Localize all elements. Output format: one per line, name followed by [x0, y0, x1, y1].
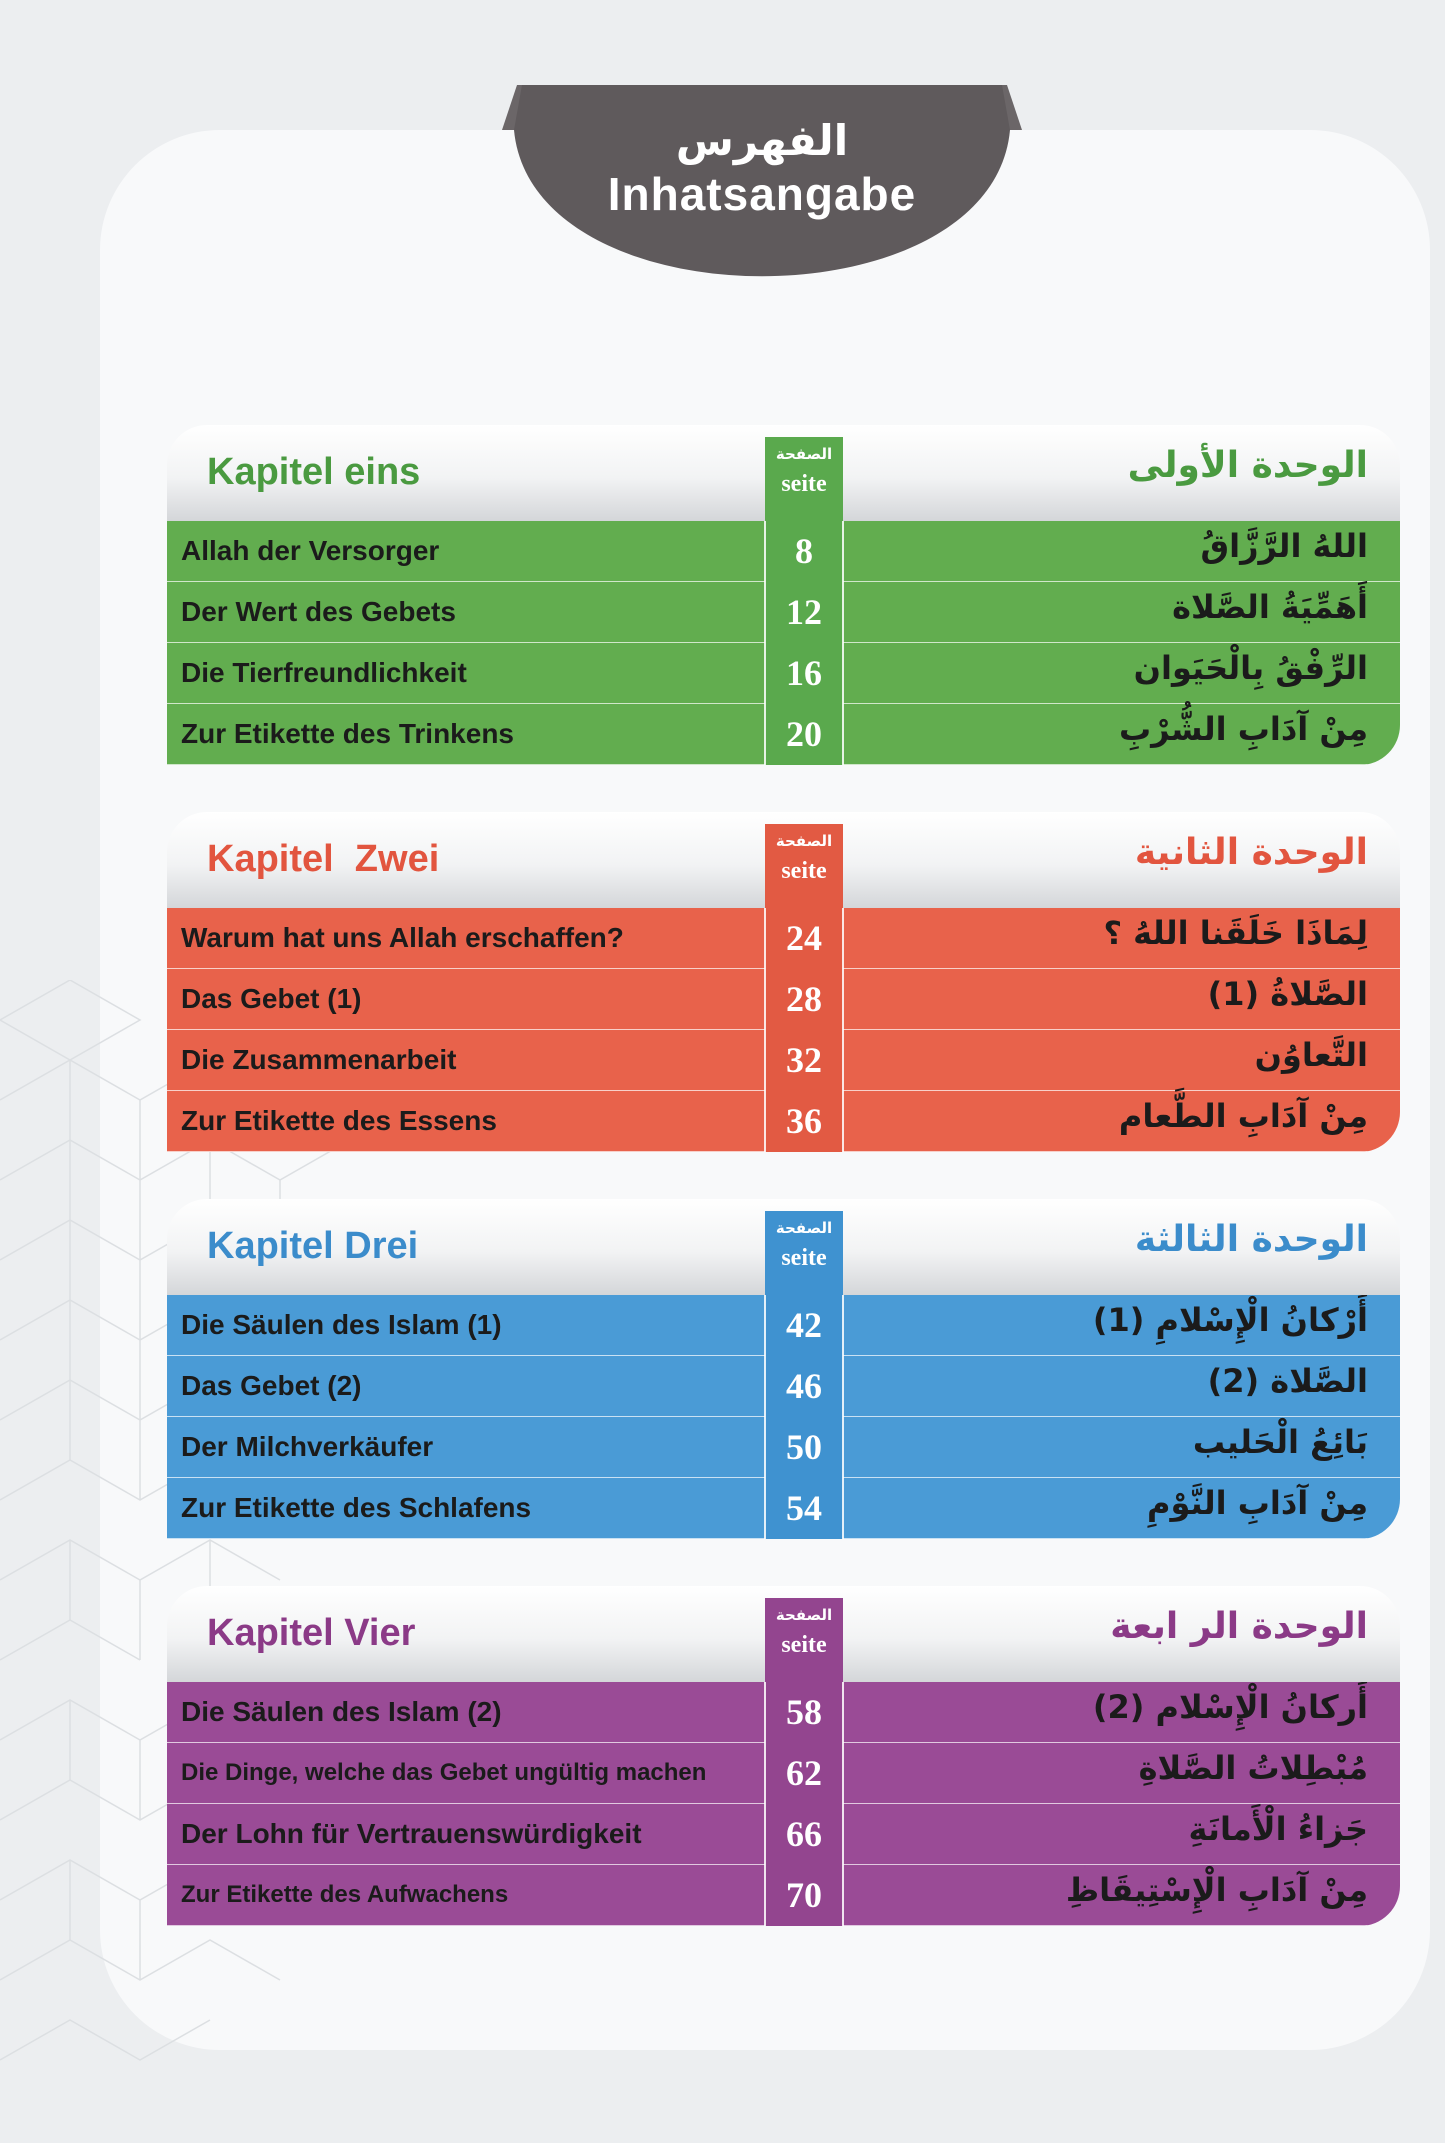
page-label-arabic: الصفحة — [775, 445, 833, 463]
lesson-title-arabic: مِنْ آدَابِ الطَّعام — [1118, 1097, 1368, 1135]
chapter-header — [167, 1586, 1400, 1682]
column-divider — [842, 1295, 844, 1539]
lesson-page-number: 36 — [765, 1091, 843, 1152]
lesson-list — [167, 908, 1400, 1152]
chapter-title-german: Kapitel Drei — [207, 1225, 419, 1267]
lesson-page-number: 50 — [765, 1417, 843, 1478]
chapter-title-arabic: الوحدة الثانية — [1134, 832, 1368, 873]
lesson-row[interactable] — [167, 1356, 1400, 1417]
lesson-title-arabic: الصَّلاة (2) — [1207, 1362, 1368, 1400]
lesson-title-arabic: مِنْ آدَابِ الْإِسْتِيقَاظِ — [1065, 1871, 1368, 1909]
chapter-header — [167, 425, 1400, 521]
lesson-page-number: 58 — [765, 1682, 843, 1743]
page-column-header — [765, 1598, 843, 1682]
page-label-arabic: الصفحة — [775, 1606, 833, 1624]
lesson-title-german: Allah der Versorger — [181, 535, 440, 566]
triangle-pattern-decoration — [0, 980, 380, 2140]
lesson-title-german: Die Zusammenarbeit — [181, 1044, 457, 1075]
lesson-row[interactable] — [167, 582, 1400, 643]
page-label-german: seite — [781, 1245, 827, 1271]
lesson-row[interactable] — [167, 1417, 1400, 1478]
lesson-row[interactable] — [167, 1295, 1400, 1356]
lesson-title-german: Das Gebet (2) — [181, 1370, 362, 1401]
chapter-title-german: Kapitel Vier — [207, 1612, 416, 1654]
lesson-page-number: 70 — [765, 1865, 843, 1926]
lesson-title-german: Zur Etikette des Essens — [181, 1105, 497, 1136]
page-column-header — [765, 437, 843, 521]
lesson-title-arabic: الصَّلاةُ (1) — [1207, 975, 1368, 1013]
page-column-header — [765, 1211, 843, 1295]
column-divider — [764, 1682, 766, 1926]
lesson-page-number: 54 — [765, 1478, 843, 1539]
lesson-title-arabic: لِمَاذَا خَلَقَنا اللهُ ؟ — [1103, 914, 1368, 952]
lesson-title-arabic: الرِّفْقُ بِالْحَيَوان — [1133, 649, 1368, 687]
lesson-page-number: 42 — [765, 1295, 843, 1356]
lesson-page-number: 28 — [765, 969, 843, 1030]
lesson-page-number: 12 — [765, 582, 843, 643]
lesson-title-arabic: التَّعاوُن — [1254, 1036, 1368, 1074]
lesson-row[interactable] — [167, 1865, 1400, 1926]
page-label-arabic: الصفحة — [775, 832, 833, 850]
lesson-title-german: Der Wert des Gebets — [181, 596, 456, 627]
column-divider — [764, 521, 766, 765]
index-header-badge — [502, 75, 1022, 300]
lesson-title-german: Die Dinge, welche das Gebet ungültig machen — [181, 1759, 707, 1786]
lesson-title-arabic: بَائِعُ الْحَليب — [1192, 1423, 1368, 1461]
lesson-title-german: Zur Etikette des Trinkens — [181, 718, 514, 749]
lesson-title-german: Warum hat uns Allah erschaffen? — [181, 922, 624, 953]
lesson-row[interactable] — [167, 704, 1400, 765]
lesson-row[interactable] — [167, 1091, 1400, 1152]
column-divider — [842, 521, 844, 765]
lesson-page-number: 20 — [765, 704, 843, 765]
lesson-title-arabic: مِنْ آدَابِ الشُّرْبِ — [1118, 710, 1368, 748]
lesson-page-number: 62 — [765, 1743, 843, 1804]
chapter-title-arabic: الوحدة الر ابعة — [1110, 1606, 1368, 1647]
column-divider — [764, 1295, 766, 1539]
lesson-row[interactable] — [167, 643, 1400, 704]
lesson-page-number: 24 — [765, 908, 843, 969]
chapter-title-german: Kapitel eins — [207, 451, 421, 493]
chapter-title-german: Kapitel Zwei — [207, 838, 440, 880]
lesson-page-number: 32 — [765, 1030, 843, 1091]
lesson-title-arabic: مُبْطِلاتُ الصَّلاةِ — [1138, 1749, 1368, 1787]
lesson-row[interactable] — [167, 969, 1400, 1030]
lesson-title-arabic: أَرْكانُ الْإِسْلامِ (1) — [1092, 1301, 1368, 1339]
lesson-title-arabic: جَزاءُ الْأَمانَةِ — [1188, 1810, 1368, 1848]
lesson-title-arabic: اللهُ الرَّزَّاقُ — [1200, 527, 1368, 565]
lesson-page-number: 8 — [765, 521, 843, 582]
page-label-german: seite — [781, 1632, 827, 1658]
lesson-title-german: Die Säulen des Islam (1) — [181, 1309, 502, 1340]
header-title-german: Inhatsangabe — [607, 168, 917, 220]
chapter-title-arabic: الوحدة الأولى — [1127, 445, 1368, 486]
lesson-row[interactable] — [167, 908, 1400, 969]
lesson-row[interactable] — [167, 1682, 1400, 1743]
lesson-title-german: Zur Etikette des Aufwachens — [181, 1881, 509, 1908]
chapter-header — [167, 1199, 1400, 1295]
chapter-title-arabic: الوحدة الثالثة — [1134, 1219, 1368, 1260]
lesson-list — [167, 1682, 1400, 1926]
page-label-arabic: الصفحة — [775, 1219, 833, 1237]
lesson-row[interactable] — [167, 521, 1400, 582]
lesson-title-german: Die Tierfreundlichkeit — [181, 657, 467, 688]
lesson-list — [167, 521, 1400, 765]
header-title-arabic: الفهرس — [675, 116, 849, 165]
column-divider — [842, 908, 844, 1152]
lesson-title-german: Die Säulen des Islam (2) — [181, 1696, 502, 1727]
lesson-title-german: Der Milchverkäufer — [181, 1431, 434, 1462]
page-column-header — [765, 824, 843, 908]
page-label-german: seite — [781, 471, 827, 497]
page-label-german: seite — [781, 858, 827, 884]
lesson-row[interactable] — [167, 1743, 1400, 1804]
lesson-page-number: 16 — [765, 643, 843, 704]
lesson-page-number: 66 — [765, 1804, 843, 1865]
lesson-title-german: Zur Etikette des Schlafens — [181, 1492, 532, 1523]
lesson-row[interactable] — [167, 1030, 1400, 1091]
lesson-title-arabic: أَهَمِّيَةُ الصَّلاة — [1172, 588, 1368, 626]
column-divider — [842, 1682, 844, 1926]
lesson-row[interactable] — [167, 1804, 1400, 1865]
lesson-row[interactable] — [167, 1478, 1400, 1539]
lesson-title-arabic: أَركانُ الْإِسْلام (2) — [1092, 1688, 1368, 1726]
chapter-header — [167, 812, 1400, 908]
lesson-title-arabic: مِنْ آدَابِ النَّوْمِ — [1147, 1484, 1368, 1522]
lesson-title-german: Der Lohn für Vertrauenswürdigkeit — [181, 1818, 642, 1849]
lesson-list — [167, 1295, 1400, 1539]
column-divider — [764, 908, 766, 1152]
lesson-page-number: 46 — [765, 1356, 843, 1417]
lesson-title-german: Das Gebet (1) — [181, 983, 362, 1014]
